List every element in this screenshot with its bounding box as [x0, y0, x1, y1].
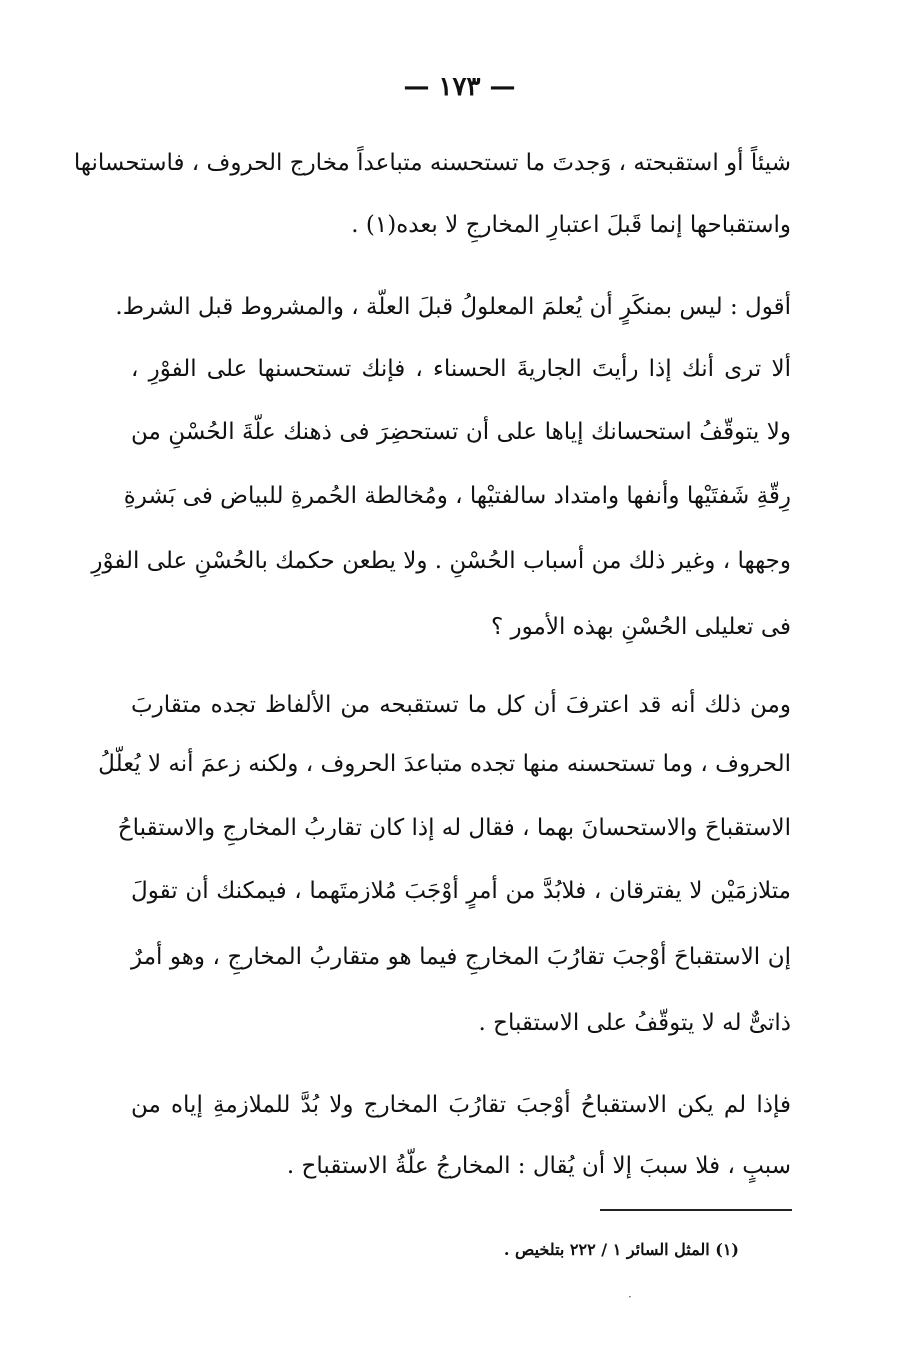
footnote: (١) المثل السائر ١ / ٢٢٢ بتلخيص . [503, 1240, 739, 1259]
text-line-4: ألا ترى أنك إذا رأيتَ الجاريةَ الحسناء ، فإنك تستحسنها على الفوْرِ ، [131, 356, 791, 382]
page-number: — ١٧٣ — [403, 72, 516, 102]
footnote-divider [600, 1209, 792, 1211]
scan-speck: · [628, 1290, 632, 1304]
text-line-14: ذاتىٌّ له لا يتوقّفُ على الاستقباح . [478, 1010, 791, 1036]
text-line-9: ومن ذلك أنه قد اعترفَ أن كل ما تستقبحه من الألفاظ تجده متقاربَ [131, 692, 791, 718]
text-line-5: ولا يتوقّفُ استحسانك إياها على أن تستحضِرَ فى ذهنك علّةَ الحُسْنِ من [131, 419, 791, 445]
text-line-1: شيئاً أو استقبحته ، وَجدتَ ما تستحسنه متباعداً مخارج الحروف ، فاستحسانها [73, 150, 791, 176]
text-line-13: إن الاستقباحَ أوْجبَ تقارُبَ المخارجِ فيما هو متقاربُ المخارجِ ، وهو أمرٌ [131, 944, 791, 970]
text-line-16: سببٍ ، فلا سببَ إلا أن يُقال : المخارجُ علّةُ الاستقباح . [286, 1153, 791, 1179]
text-line-6: رِقّةِ شَفتَيْها وأنفها وامتداد سالفتيْها ، ومُخالطة الحُمرةِ للبياض فى بَشرةِ [123, 483, 791, 509]
text-line-10: الحروف ، وما تستحسنه منها تجده متباعدَ الحروف ، ولكنه زعمَ أنه لا يُعلّلُ [98, 751, 791, 777]
text-line-2: واستقباحها إنما قَبلَ اعتبارِ المخارجِ لا بعده(١) . [351, 212, 791, 238]
text-line-7: وجهها ، وغير ذلك من أسباب الحُسْنِ . ولا يطعن حكمك بالحُسْنِ على الفوْرِ [91, 548, 791, 574]
text-line-15: فإذا لم يكن الاستقباحُ أوْجبَ تقارُبَ المخارج ولا بُدَّ للملازمةِ إياه من [131, 1092, 791, 1118]
text-line-8: فى تعليلى الحُسْنِ بهذه الأمور ؟ [491, 614, 791, 640]
text-line-11: الاستقباحَ والاستحسانَ بهما ، فقال له إذا كان تقاربُ المخارجِ والاستقباحُ [117, 815, 791, 841]
text-line-12: متلازمَيْن لا يفترقان ، فلابُدَّ من أمرٍ أوْجَبَ مُلازمتَهما ، فيمكنك أن تقولَ [131, 878, 791, 904]
text-line-3: أقول : ليس بمنكَرٍ أن يُعلمَ المعلولُ قبلَ العلّة ، والمشروط قبل الشرط. [115, 294, 791, 320]
